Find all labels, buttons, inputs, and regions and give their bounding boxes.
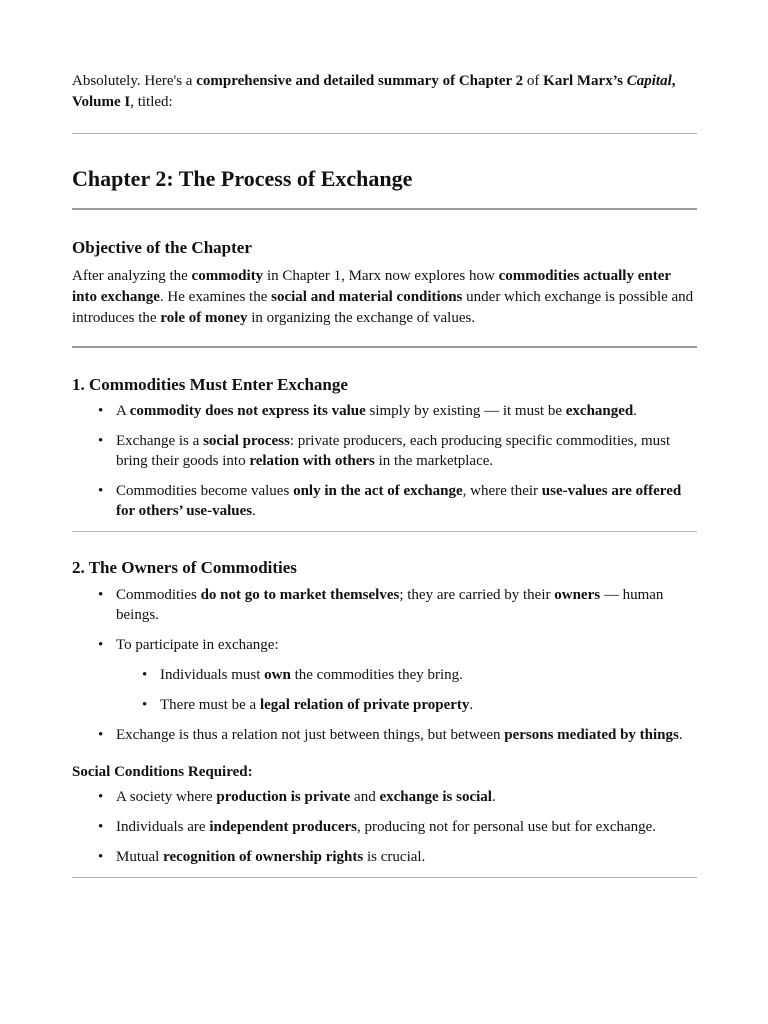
bold-text: social and material conditions <box>271 289 463 305</box>
intro-paragraph <box>72 71 697 113</box>
text-run: . <box>491 789 496 805</box>
text-run: A society where <box>116 789 217 805</box>
text-run: is crucial. <box>363 849 426 865</box>
bullet-glyph: • <box>98 587 104 603</box>
bold-text: use-values are offered for others’ use-values <box>116 483 682 519</box>
bold-text: only in the act of exchange <box>293 483 463 499</box>
bold-text: legal relation of private property <box>259 697 470 713</box>
bullet-glyph: • <box>98 727 104 743</box>
bold-text: relation with others <box>249 453 375 469</box>
text-run: Commodities <box>116 587 201 603</box>
social-conditions-list <box>72 787 697 867</box>
bullet-glyph: • <box>98 483 104 499</box>
divider <box>72 877 697 878</box>
bold-text: , Volume I <box>72 73 676 110</box>
list-item-text <box>116 483 681 519</box>
bullet-glyph: • <box>142 667 148 683</box>
list-item <box>72 481 697 521</box>
text-run: Exchange is thus a relation not just between things, but between <box>116 727 505 743</box>
text-run: Individuals are <box>116 819 210 835</box>
divider <box>72 133 697 134</box>
text-run: Mutual <box>116 849 164 865</box>
section-1-heading: 1. Commodities Must Enter Exchange <box>72 375 348 394</box>
text-run: the commodities they bring. <box>290 667 463 683</box>
bold-text: role of money <box>160 310 248 326</box>
list-item <box>72 635 697 655</box>
bold-text: Capital <box>626 73 672 89</box>
text-run: : private producers, each producing specific commodities, must bring their goods into <box>116 433 671 469</box>
bullet-glyph: • <box>98 433 104 449</box>
document-body <box>72 0 697 878</box>
text-run: A <box>116 403 130 419</box>
text-run: To participate in exchange: <box>116 637 279 653</box>
objective-paragraph <box>72 266 697 329</box>
bold-text: own <box>264 667 291 683</box>
text-run: After analyzing the <box>72 268 192 284</box>
bold-text: commodity does not express its value <box>129 403 366 419</box>
text-run: . <box>252 503 256 519</box>
bullet-glyph: • <box>98 637 104 653</box>
chapter-title: Chapter 2: The Process of Exchange <box>72 166 413 191</box>
bullet-glyph: • <box>98 789 104 805</box>
text-run: There must be a <box>160 697 260 713</box>
bold-text: Karl Marx’s <box>543 73 627 89</box>
list-item-text <box>116 819 656 835</box>
bullet-glyph: • <box>98 819 104 835</box>
text-run: and <box>350 789 380 805</box>
list-item <box>72 817 697 837</box>
text-run: under which exchange is possible and introduces the <box>72 289 694 326</box>
text-run: , titled: <box>130 94 173 110</box>
bold-text: commodity <box>191 268 264 284</box>
text-run: in organizing the exchange of values. <box>247 310 476 326</box>
bold-text: production is private <box>216 789 351 805</box>
text-run: , producing not for personal use but for exchange. <box>356 819 657 835</box>
list-item-text <box>116 637 279 653</box>
divider <box>72 208 697 210</box>
text-run: . <box>633 403 637 419</box>
text-run: in the marketplace. <box>374 453 494 469</box>
list-item <box>72 431 697 471</box>
bold-text: do not go to market themselves <box>200 587 400 603</box>
list-item-text <box>116 727 683 743</box>
list-item <box>72 725 697 745</box>
divider <box>72 346 697 348</box>
text-run: . <box>469 697 474 713</box>
text-run: . <box>678 727 683 743</box>
bold-text: recognition of ownership rights <box>163 849 364 865</box>
list-item <box>72 585 697 625</box>
list-item-text <box>160 697 473 713</box>
list-item-text <box>160 667 463 683</box>
text-run: , where their <box>462 483 542 499</box>
text-run: in Chapter 1, Marx now explores how <box>263 268 499 284</box>
objective-heading: Objective of the Chapter <box>72 238 252 257</box>
list-item-text <box>116 587 663 623</box>
bold-text: commodities actually enter into exchange <box>72 268 671 305</box>
text-run: — human beings. <box>116 587 664 623</box>
text-run: of <box>523 73 544 89</box>
sub-list-item <box>72 695 697 715</box>
section-2-list <box>72 585 697 745</box>
list-item <box>72 847 697 867</box>
bold-text: persons mediated by things <box>504 727 679 743</box>
bold-text: independent producers <box>209 819 357 835</box>
text-run: Absolutely. Here's a <box>72 73 197 89</box>
list-item <box>72 401 697 421</box>
bold-text: social process <box>203 433 290 449</box>
text-run: Commodities become values <box>116 483 294 499</box>
bold-text: exchange is social <box>379 789 492 805</box>
text-run: . He examines the <box>159 289 272 305</box>
section-2-heading: 2. The Owners of Commodities <box>72 558 297 577</box>
list-item <box>72 787 697 807</box>
bold-text: owners <box>554 587 601 603</box>
divider <box>72 531 697 532</box>
bold-text: comprehensive and detailed summary of Chapter 2 <box>196 73 524 89</box>
text-run: simply by existing — it must be <box>365 403 566 419</box>
list-item-text <box>116 789 496 805</box>
bullet-glyph: • <box>142 697 148 713</box>
text-run: Exchange is a <box>116 433 204 449</box>
text-run: Individuals must <box>160 667 265 683</box>
text-run: ; they are carried by their <box>399 587 555 603</box>
list-item-text <box>116 849 425 865</box>
list-item-text <box>116 433 670 469</box>
bullet-glyph: • <box>98 849 104 865</box>
section-1-list <box>72 401 697 521</box>
sub-list-item <box>72 665 697 685</box>
bold-text: exchanged <box>565 403 634 419</box>
list-item-text <box>116 403 637 419</box>
social-conditions-heading: Social Conditions Required: <box>72 764 253 780</box>
bullet-glyph: • <box>98 403 104 419</box>
